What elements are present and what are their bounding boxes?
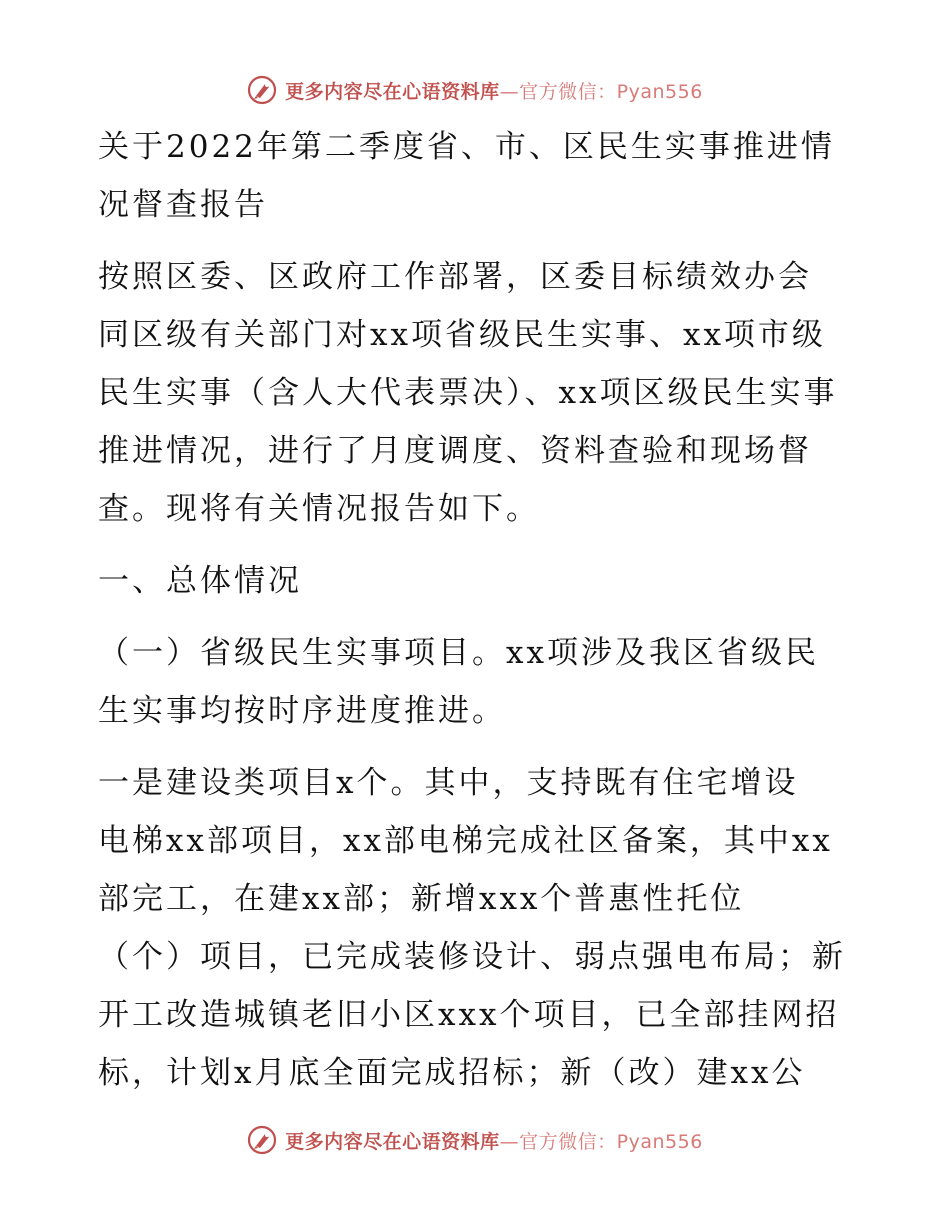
watermark-text <box>285 1127 703 1154</box>
intro-paragraph <box>98 248 868 538</box>
title-line: 况督查报告 <box>98 187 268 223</box>
text-line: 同区级有关部门对xx项省级民生实事、xx项市级 <box>98 317 826 353</box>
text-line: 生实事均按时序进度推进。 <box>98 693 506 729</box>
section-heading <box>98 552 868 610</box>
watermark-main-text: 更多内容尽在心语资料库 <box>285 1130 500 1153</box>
text-line: （个）项目，已完成装修设计、弱点强电布局；新 <box>98 939 846 975</box>
footer-watermark-banner <box>0 1118 950 1162</box>
watermark-sub-text: —官方微信：Pyan556 <box>499 1130 703 1153</box>
detail-paragraph <box>98 754 868 1102</box>
text-line: 民生实事（含人大代表票决）、xx项区级民生实事 <box>98 375 838 411</box>
text-line: 电梯xx部项目，xx部电梯完成社区备案，其中xx <box>98 823 833 859</box>
text-line: 部完工，在建xx部；新增xxx个普惠性托位 <box>98 881 745 917</box>
text-line: （一）省级民生实事项目。xx项涉及我区省级民 <box>98 635 819 671</box>
text-line: 按照区委、区政府工作部署，区委目标绩效办会 <box>98 259 812 295</box>
pen-nib-circle-icon <box>247 1125 277 1155</box>
footer-watermark <box>247 1125 703 1155</box>
text-line: 推进情况，进行了月度调度、资料查验和现场督 <box>98 433 812 469</box>
header-watermark-banner <box>0 68 950 112</box>
document-body <box>98 118 868 1116</box>
watermark-text <box>285 77 703 104</box>
title-line: 关于2022年第二季度省、市、区民生实事推进情 <box>98 129 835 165</box>
pen-nib-circle-icon <box>247 75 277 105</box>
subsection-paragraph <box>98 624 868 740</box>
section-heading-text: 一、总体情况 <box>98 563 302 599</box>
document-title <box>98 118 868 234</box>
text-line: 标，计划x月底全面完成招标；新（改）建xx公 <box>98 1055 806 1091</box>
text-line: 一是建设类项目x个。其中，支持既有住宅增设 <box>98 765 799 801</box>
header-watermark <box>247 75 703 105</box>
watermark-main-text: 更多内容尽在心语资料库 <box>285 80 500 103</box>
watermark-sub-text: —官方微信：Pyan556 <box>499 80 703 103</box>
text-line: 查。现将有关情况报告如下。 <box>98 491 540 527</box>
text-line: 开工改造城镇老旧小区xxx个项目，已全部挂网招 <box>98 997 840 1033</box>
